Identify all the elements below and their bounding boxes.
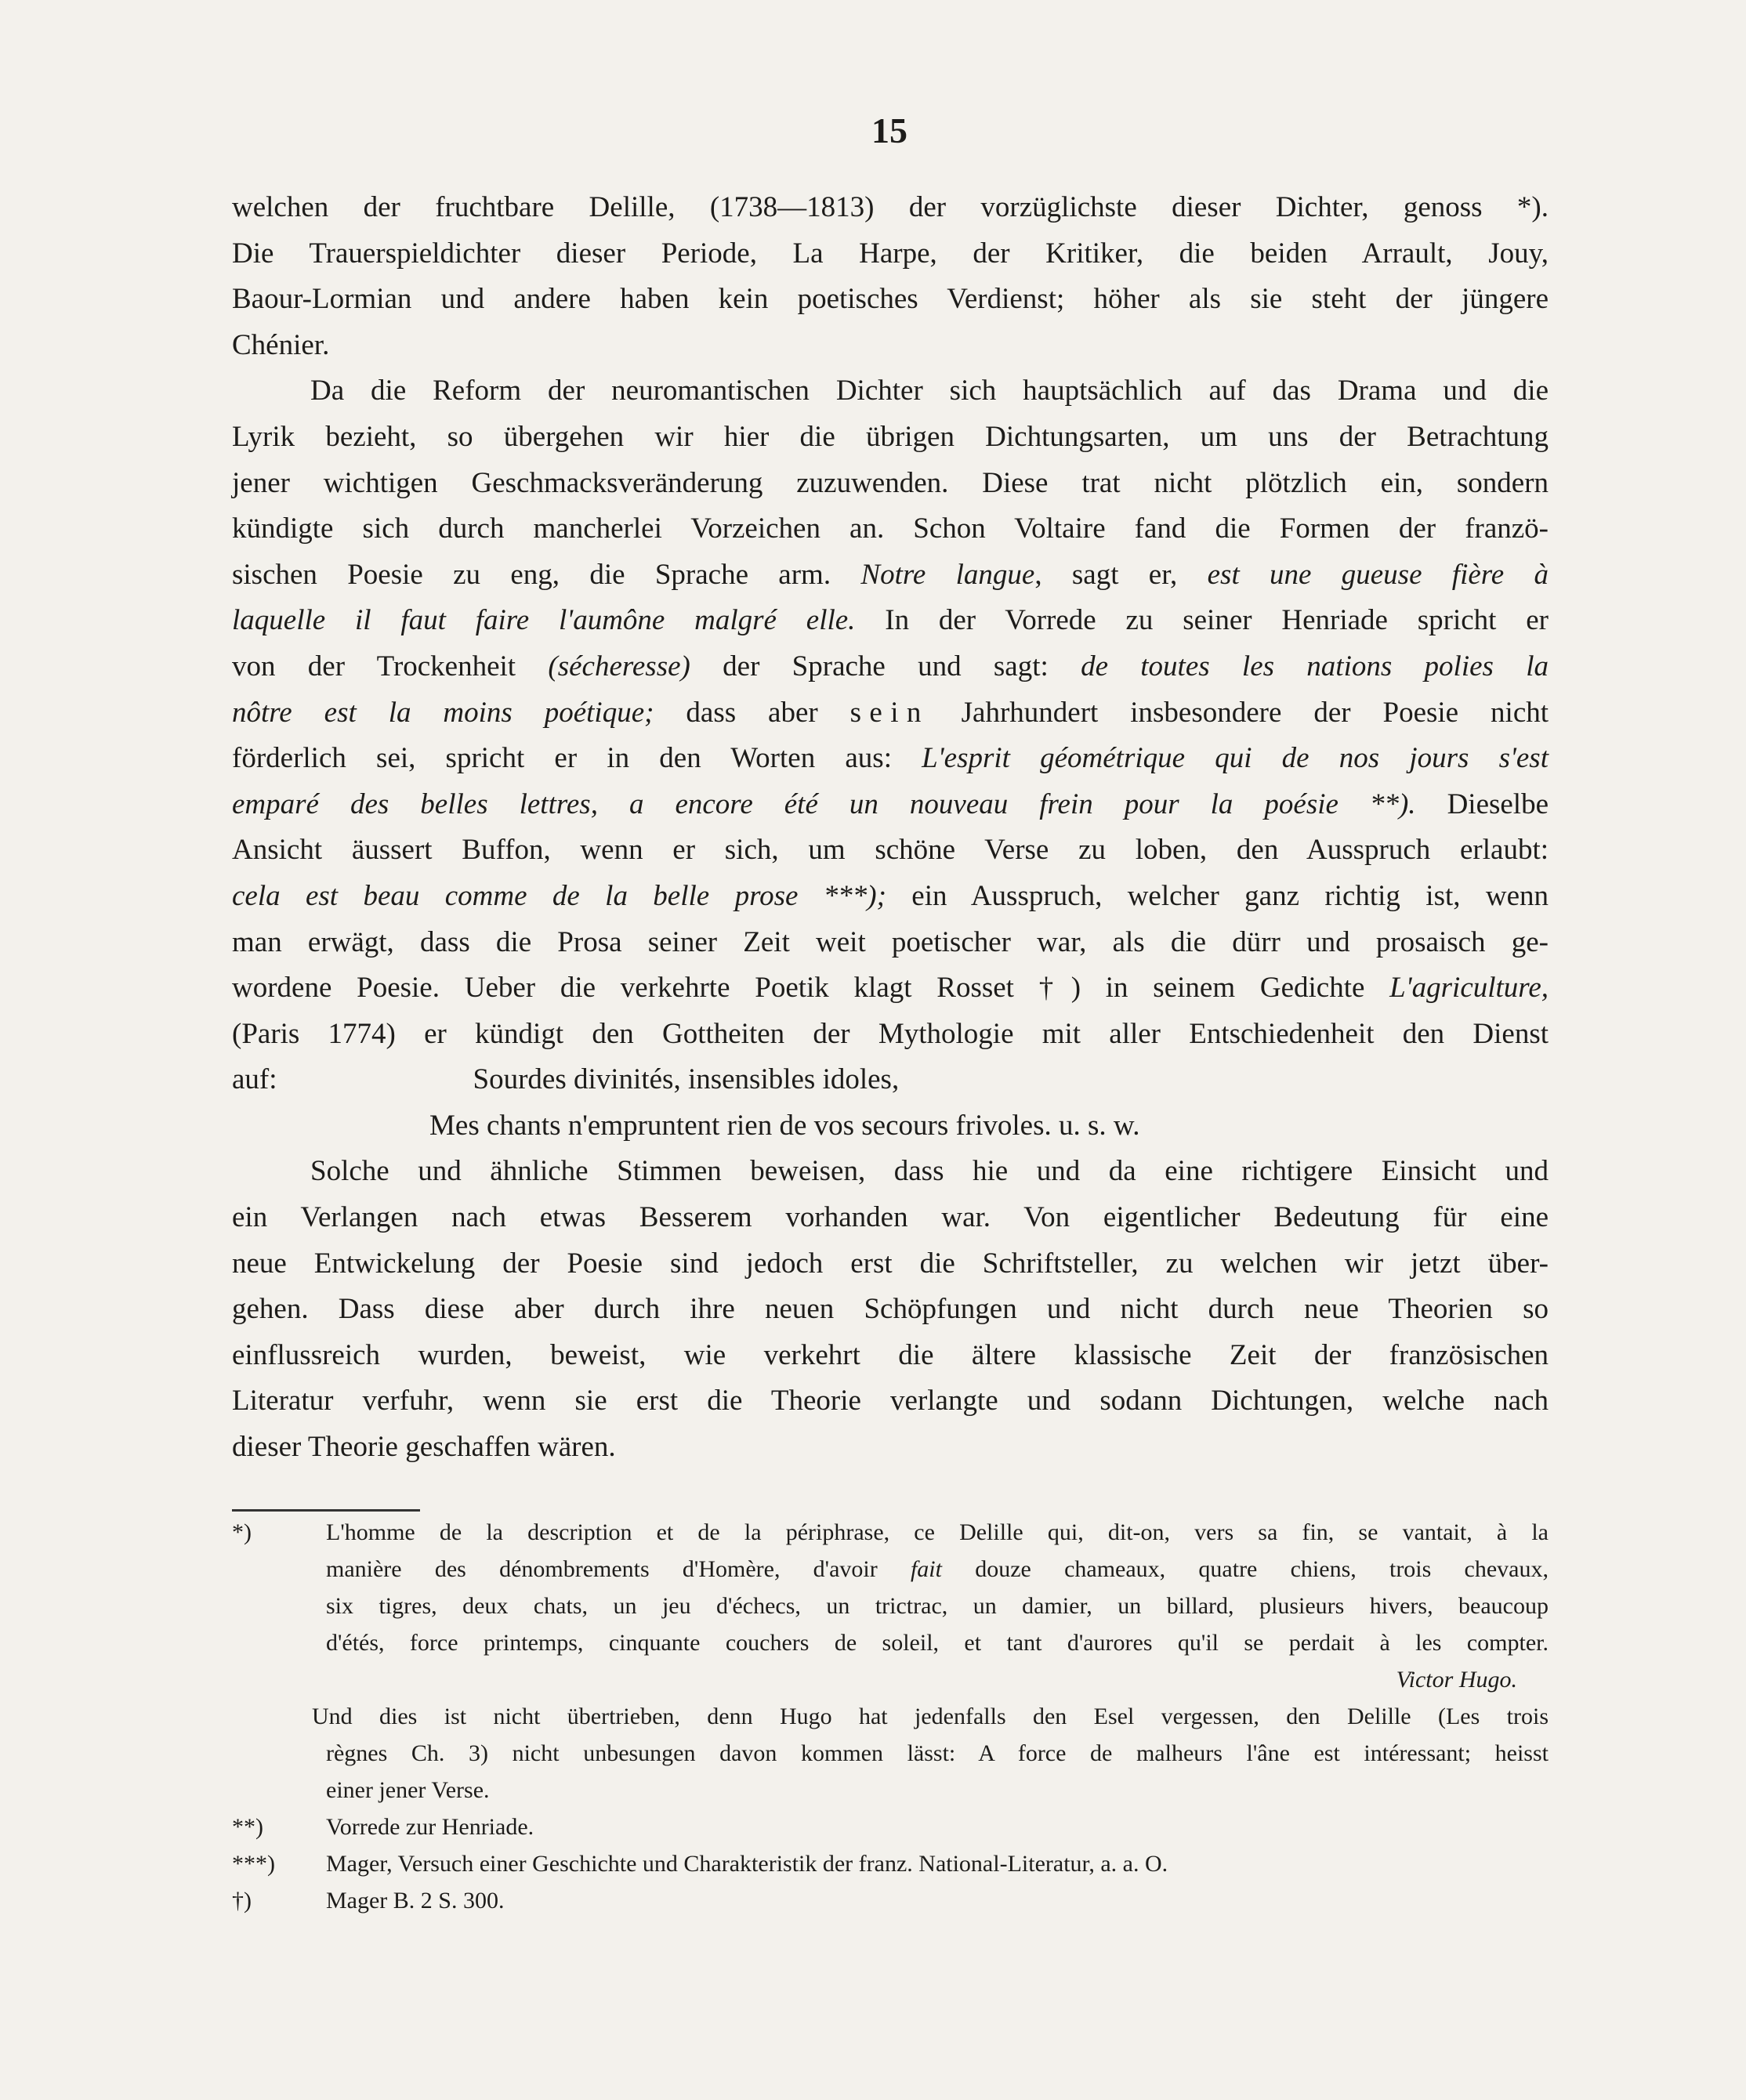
- text-line: Baour-Lormian und andere haben kein poetisches Verdienst; höher als sie steht der jüngere: [232, 283, 1549, 316]
- page-number: 15: [871, 110, 907, 150]
- verse-text: Mes chants n'empruntent rien de vos secours frivoles. u. s. w.: [429, 1109, 1140, 1142]
- footnote-4: †) Mager B. 2 S. 300.: [232, 1882, 1549, 1919]
- footnote-line: d'étés, force printemps, cinquante couchers de soleil, et tant d'aurores qu'il se perdait à les compter.: [326, 1630, 1549, 1656]
- text-line: Lyrik bezieht, so übergehen wir hier die übrigen Dichtungsarten, um uns der Betrachtung: [232, 420, 1549, 453]
- text-line: Die Trauerspieldichter dieser Periode, La Harpe, der Kritiker, die beiden Arrault, Jouy,: [232, 237, 1549, 270]
- italic-quote: L'esprit géométrique qui de nos jours s'est: [922, 742, 1549, 775]
- footnotes: [232, 1514, 1549, 1919]
- footnote-marker: ***): [232, 1851, 275, 1877]
- text-line: welchen der fruchtbare Delille, (1738—1813) der vorzüglichste dieser Dichter, genoss *).: [232, 191, 1549, 223]
- verse-line: auf: Sourdes divinités, insensibles idoles,: [232, 1057, 1549, 1103]
- footnote-marker: †): [232, 1888, 252, 1914]
- italic-quote: de toutes les nations polies la: [1081, 650, 1549, 682]
- text-line: laquelle il faut faire l'aumône malgré elle. In der Vorrede zu seiner Henriade spricht er: [232, 604, 1549, 637]
- text-line: gehen. Dass diese aber durch ihre neuen Schöpfungen und nicht durch neue Theorien so: [232, 1293, 1549, 1326]
- text-line: sischen Poesie zu eng, die Sprache arm. Notre langue, sagt er, est une gueuse fière à: [232, 558, 1549, 591]
- spaced-emphasis: sein: [849, 696, 929, 729]
- footnote-line: manière des dénombrements d'Homère, d'avoir fait douze chameaux, quatre chiens, trois chevaux,: [326, 1556, 1549, 1582]
- text-line: Literatur verfuhr, wenn sie erst die Theorie verlangte und sodann Dichtungen, welche nach: [232, 1385, 1549, 1418]
- text-line: wordene Poesie. Ueber die verkehrte Poetik klagt Rosset †) in seinem Gedichte L'agriculture,: [232, 972, 1549, 1005]
- italic-quote: nôtre est la moins poétique;: [232, 696, 654, 729]
- footnote-marker: **): [232, 1814, 263, 1840]
- verse-text: Sourdes divinités, insensibles idoles,: [473, 1063, 900, 1096]
- footnote-attribution: Victor Hugo.: [1396, 1667, 1517, 1693]
- italic-quote: est une gueuse fière à: [1207, 558, 1549, 591]
- italic-title: L'agriculture,: [1389, 972, 1549, 1005]
- text-line: emparé des belles lettres, a encore été un nouveau frein pour la poésie **). Dieselbe: [232, 788, 1549, 820]
- text-line: neue Entwickelung der Poesie sind jedoch erst die Schriftsteller, zu welchen wir jetzt über-: [232, 1247, 1549, 1280]
- text-line: ein Verlangen nach etwas Besserem vorhanden war. Von eigentlicher Bedeutung für eine: [232, 1201, 1549, 1234]
- italic-quote: emparé des belles lettres, a encore été un nouveau frein pour la poésie **).: [232, 788, 1416, 820]
- text-line: man erwägt, dass die Prosa seiner Zeit weit poetischer war, als die dürr und prosaisch ge-: [232, 925, 1549, 958]
- footnote-2: **) Vorrede zur Henriade.: [232, 1809, 1549, 1845]
- text-line: Da die Reform der neuromantischen Dichter sich hauptsächlich auf das Drama und die: [310, 375, 1549, 407]
- footnote-divider: [232, 1509, 420, 1512]
- footnote-comment-line: règnes Ch. 3) nicht unbesungen davon kommen lässt: A force de malheurs l'âne est intéressant; heisst: [326, 1740, 1549, 1766]
- footnote-3: ***) Mager, Versuch einer Geschichte und Charakteristik der franz. National-Literatur, a. a. O.: [232, 1845, 1549, 1882]
- text-line: förderlich sei, spricht er in den Worten aus: L'esprit géométrique qui de nos jours s'est: [232, 742, 1549, 775]
- text-line: nôtre est la moins poétique; dass aber sein Jahrhundert insbesondere der Poesie nicht: [232, 696, 1549, 729]
- italic-quote: Notre langue: [860, 558, 1035, 591]
- text-line: kündigte sich durch mancherlei Vorzeichen an. Schon Voltaire fand die Formen der franzö-: [232, 512, 1549, 545]
- italic-quote: cela est beau comme de la belle prose ***);: [232, 879, 886, 912]
- text-line: cela est beau comme de la belle prose ***); ein Ausspruch, welcher ganz richtig ist, wenn: [232, 879, 1549, 912]
- italic-quote: laquelle il faut faire l'aumône malgré elle.: [232, 604, 856, 637]
- footnote-comment-line: Und dies ist nicht übertrieben, denn Hugo hat jedenfalls den Esel vergessen, den Delille (Les trois: [312, 1704, 1549, 1729]
- text-line: dieser Theorie geschaffen wären.: [232, 1431, 616, 1464]
- text-line: (Paris 1774) er kündigt den Gottheiten der Mythologie mit aller Entschiedenheit den Dienst: [232, 1017, 1549, 1050]
- verse-line: [232, 1103, 1549, 1150]
- text-line: einflussreich wurden, beweist, wie verkehrt die ältere klassische Zeit der französischen: [232, 1338, 1549, 1371]
- footnote-marker: *): [232, 1519, 252, 1545]
- text-line: Chénier.: [232, 328, 330, 361]
- text-line: Solche und ähnliche Stimmen beweisen, dass hie und da eine richtigere Einsicht und: [310, 1155, 1549, 1188]
- text-line: jener wichtigen Geschmacksveränderung zuzuwenden. Diese trat nicht plötzlich ein, sondern: [232, 466, 1549, 499]
- footnote-1: *) L'homme de la description et de la périphrase, ce Delille qui, dit-on, vers sa fin, se vantait, à la: [232, 1514, 1549, 1551]
- footnote-comment-line: einer jener Verse.: [326, 1777, 490, 1803]
- footnote-line: six tigres, deux chats, un jeu d'échecs, un trictrac, un damier, un billard, plusieurs hivers, beaucoup: [326, 1593, 1549, 1619]
- text-line: von der Trockenheit (sécheresse) der Sprache und sagt: de toutes les nations polies la: [232, 650, 1549, 682]
- text-line: Ansicht äussert Buffon, wenn er sich, um schöne Verse zu loben, den Ausspruch erlaubt:: [232, 834, 1549, 867]
- italic-quote: (sécheresse): [548, 650, 690, 682]
- main-text: [232, 185, 1549, 1471]
